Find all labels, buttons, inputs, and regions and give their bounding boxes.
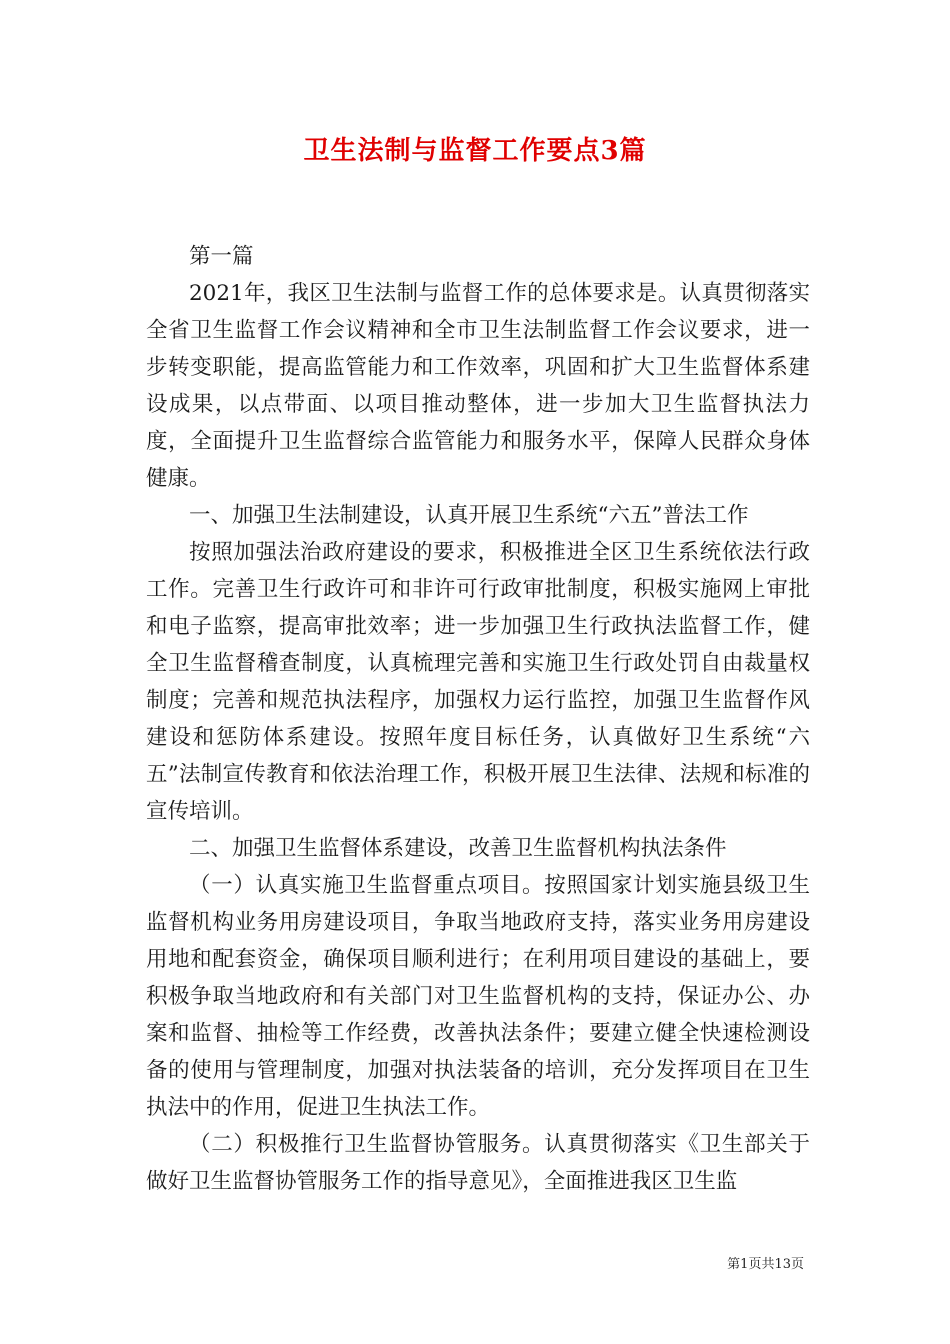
heading-section-two: 二、加强卫生监督体系建设，改善卫生监督机构执法条件 xyxy=(189,836,727,861)
paragraph-subsection-one: （一）认真实施卫生监督重点项目。按照国家计划实施县级卫生监督机构业务用房建设项目，争取当地政府支持，落实业务用房建设用地和配套资金，确保项目顺利进行；在利用项目建设的基础上，要积极争取当地政府和有关部门对卫生监督机构的支持，保证办公、办案和监督、抽检等工作经费，改善执法条件；要建立健全快速检测设备的使用与管理制度，加强对执法装备的培训，充分发挥项目在卫生执法中的作用，促进卫生执法工作。 xyxy=(146,873,810,1120)
paragraph-subsection-two: （二）积极推行卫生监督协管服务。认真贯彻落实《卫生部关于做好卫生监督协管服务工作的指导意见》，全面推进我区卫生监 xyxy=(146,1132,810,1194)
heading-section-one: 一、加强卫生法制建设，认真开展卫生系统“六五”普法工作 xyxy=(189,503,749,528)
document-body xyxy=(146,238,810,1200)
paragraph-intro: 2021年，我区卫生法制与监督工作的总体要求是。认真贯彻落实全省卫生监督工作会议精神和全市卫生法制监督工作会议要求，进一步转变职能，提高监管能力和工作效率，巩固和扩大卫生监督体系建设成果，以点带面、以项目推动整体，进一步加大卫生监督执法力度，全面提升卫生监督综合监管能力和服务水平，保障人民群众身体健康。 xyxy=(146,281,810,491)
paragraph-section-one: 按照加强法治政府建设的要求，积极推进全区卫生系统依法行政工作。完善卫生行政许可和非许可行政审批制度，积极实施网上审批和电子监察，提高审批效率；进一步加强卫生行政执法监督工作，健全卫生监督稽查制度，认真梳理完善和实施卫生行政处罚自由裁量权制度；完善和规范执法程序，加强权力运行监控，加强卫生监督作风建设和惩防体系建设。按照年度目标任务，认真做好卫生系统“六五”法制宣传教育和依法治理工作，积极开展卫生法律、法规和标准的宣传培训。 xyxy=(146,540,810,824)
page-number: 第1页共13页 xyxy=(727,1257,804,1272)
document-title: 卫生法制与监督工作要点3篇 xyxy=(303,136,647,166)
section-label: 第一篇 xyxy=(189,244,254,269)
